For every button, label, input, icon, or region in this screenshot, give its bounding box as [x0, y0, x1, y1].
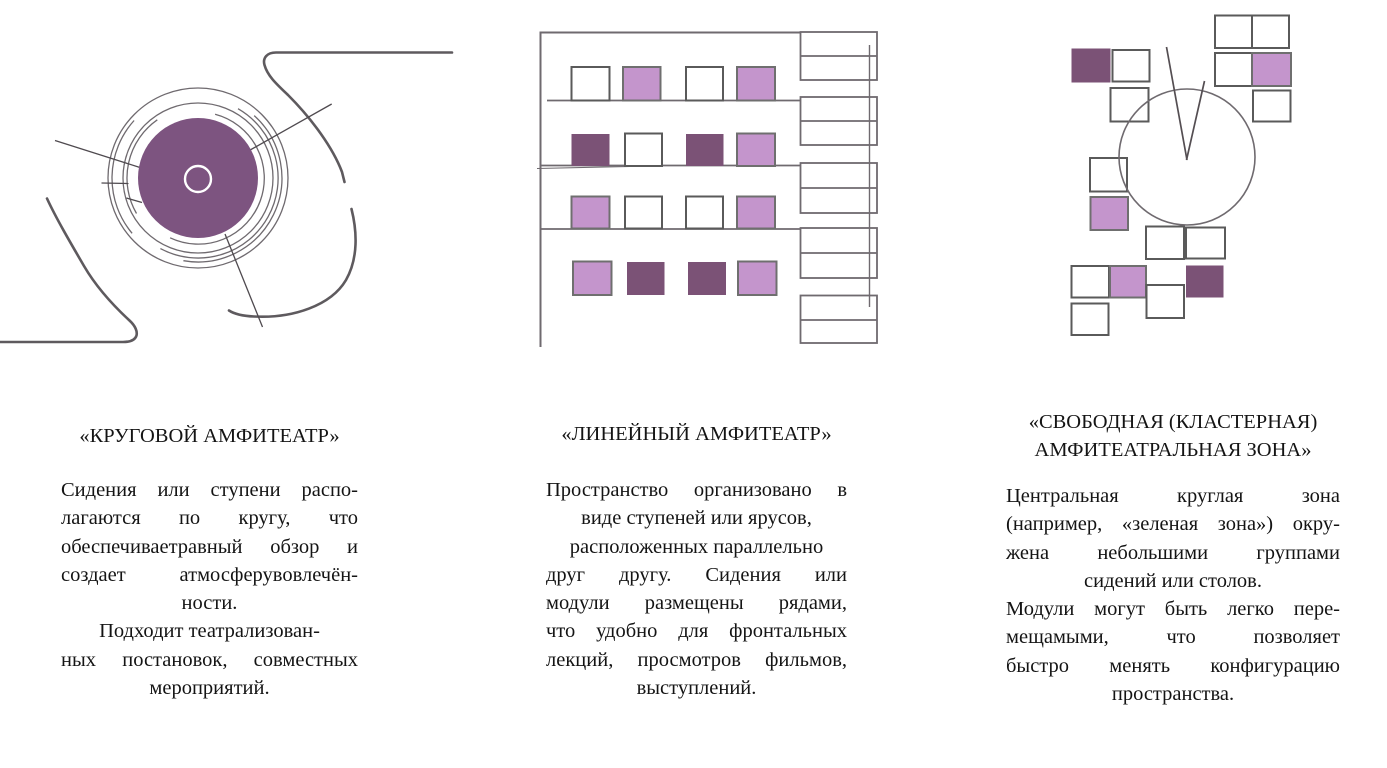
seat-module	[737, 67, 775, 101]
right-boundary-curve	[229, 209, 356, 317]
seat-module	[686, 197, 723, 229]
seat-module	[625, 134, 662, 167]
linear-amphitheater-diagram	[535, 25, 880, 350]
text-line: «ЛИНЕЙНЫЙ АМФИТЕАТР»	[561, 423, 832, 445]
seat-module	[1215, 53, 1252, 86]
stair-column	[801, 32, 878, 343]
text-line: создает атмосферувовлечён-	[61, 563, 358, 586]
cluster-section-description	[1006, 482, 1340, 708]
text-line: жена небольшими группами	[1006, 541, 1340, 564]
text-line: пространства.	[1111, 683, 1235, 706]
text-line: Подходит театрализован-	[99, 620, 320, 643]
text-line: мероприятий.	[149, 677, 270, 700]
seat-module	[1147, 285, 1185, 318]
zone-pointer-lines	[1167, 47, 1205, 160]
seat-module	[1252, 53, 1291, 86]
text-line: Центральная круглая зона	[1006, 485, 1340, 507]
seat-module	[572, 67, 610, 101]
text-line: модули размещены рядами,	[546, 592, 847, 615]
linear-section-description	[546, 476, 847, 702]
seat-module	[573, 262, 612, 296]
text-line: ности.	[181, 592, 238, 615]
seat-module	[627, 262, 665, 295]
text-line: ных постановок, совместных	[61, 648, 358, 671]
seat-module	[1253, 91, 1291, 122]
text-line: Модули могут быть легко пере-	[1006, 598, 1340, 621]
top-right-boundary-curve	[264, 53, 452, 183]
text-line: сидений или столов.	[1084, 569, 1262, 592]
text-line: Сидения или ступени распо-	[61, 479, 358, 501]
seat-module	[686, 134, 724, 166]
text-line: мещамыми, что позволяет	[1006, 626, 1340, 649]
linear-section-title	[546, 420, 847, 448]
text-line: быстро менять конфигурацию	[1006, 654, 1340, 677]
text-line: АМФИТЕАТРАЛЬНАЯ ЗОНА»	[1034, 439, 1312, 462]
circular-section-title	[61, 422, 358, 450]
seat-module	[1252, 16, 1289, 49]
seat-module	[1113, 50, 1150, 82]
seat-module	[1146, 227, 1184, 260]
text-line: лекций, просмотров фильмов,	[546, 648, 847, 671]
seat-module	[1110, 266, 1146, 298]
cluster-zone-diagram	[1040, 8, 1295, 340]
aisle-line	[102, 183, 129, 184]
seat-module	[1215, 16, 1252, 49]
text-line: что удобно для фронтальных	[546, 620, 847, 643]
cluster-seat-modules	[1072, 16, 1292, 336]
text-line: обеспечиваетравный обзор и	[61, 535, 358, 558]
text-line: выступлений.	[636, 677, 757, 700]
central-stage-circle	[138, 118, 258, 238]
text-line: лагаются по кругу, что	[61, 507, 358, 530]
seat-module	[686, 67, 723, 101]
seat-module	[572, 197, 610, 229]
seat-module	[1186, 266, 1224, 298]
circular-amphitheater-diagram	[0, 30, 470, 355]
text-line: «КРУГОВОЙ АМФИТЕАТР»	[79, 425, 340, 447]
text-line: «СВОБОДНАЯ (КЛАСТЕРНАЯ)	[1028, 411, 1318, 433]
circular-section-description	[61, 476, 358, 702]
text-line: Пространство организовано в	[546, 479, 847, 501]
pointer-line	[1167, 47, 1188, 160]
pointer-line	[1187, 81, 1205, 160]
seat-module	[1072, 266, 1110, 298]
seat-module	[738, 262, 777, 296]
seat-module	[1091, 197, 1129, 230]
text-line: виде ступеней или ярусов,	[581, 507, 812, 530]
seat-module	[625, 197, 662, 229]
seat-module	[688, 262, 726, 295]
cluster-section-title	[1006, 408, 1340, 465]
aisle-line	[127, 198, 143, 203]
seat-module	[1186, 228, 1225, 259]
seat-module	[572, 134, 610, 166]
seat-module	[1072, 49, 1111, 83]
text-line: расположенных параллельно	[569, 535, 824, 558]
text-line: друг другу. Сидения или	[546, 563, 847, 586]
seat-module	[623, 67, 661, 101]
bottom-left-boundary-curve	[0, 199, 137, 343]
seat-module	[1072, 304, 1109, 336]
text-line: (например, «зеленая зона») окру-	[1006, 513, 1340, 536]
seat-module	[737, 197, 775, 229]
seat-module	[737, 134, 775, 167]
